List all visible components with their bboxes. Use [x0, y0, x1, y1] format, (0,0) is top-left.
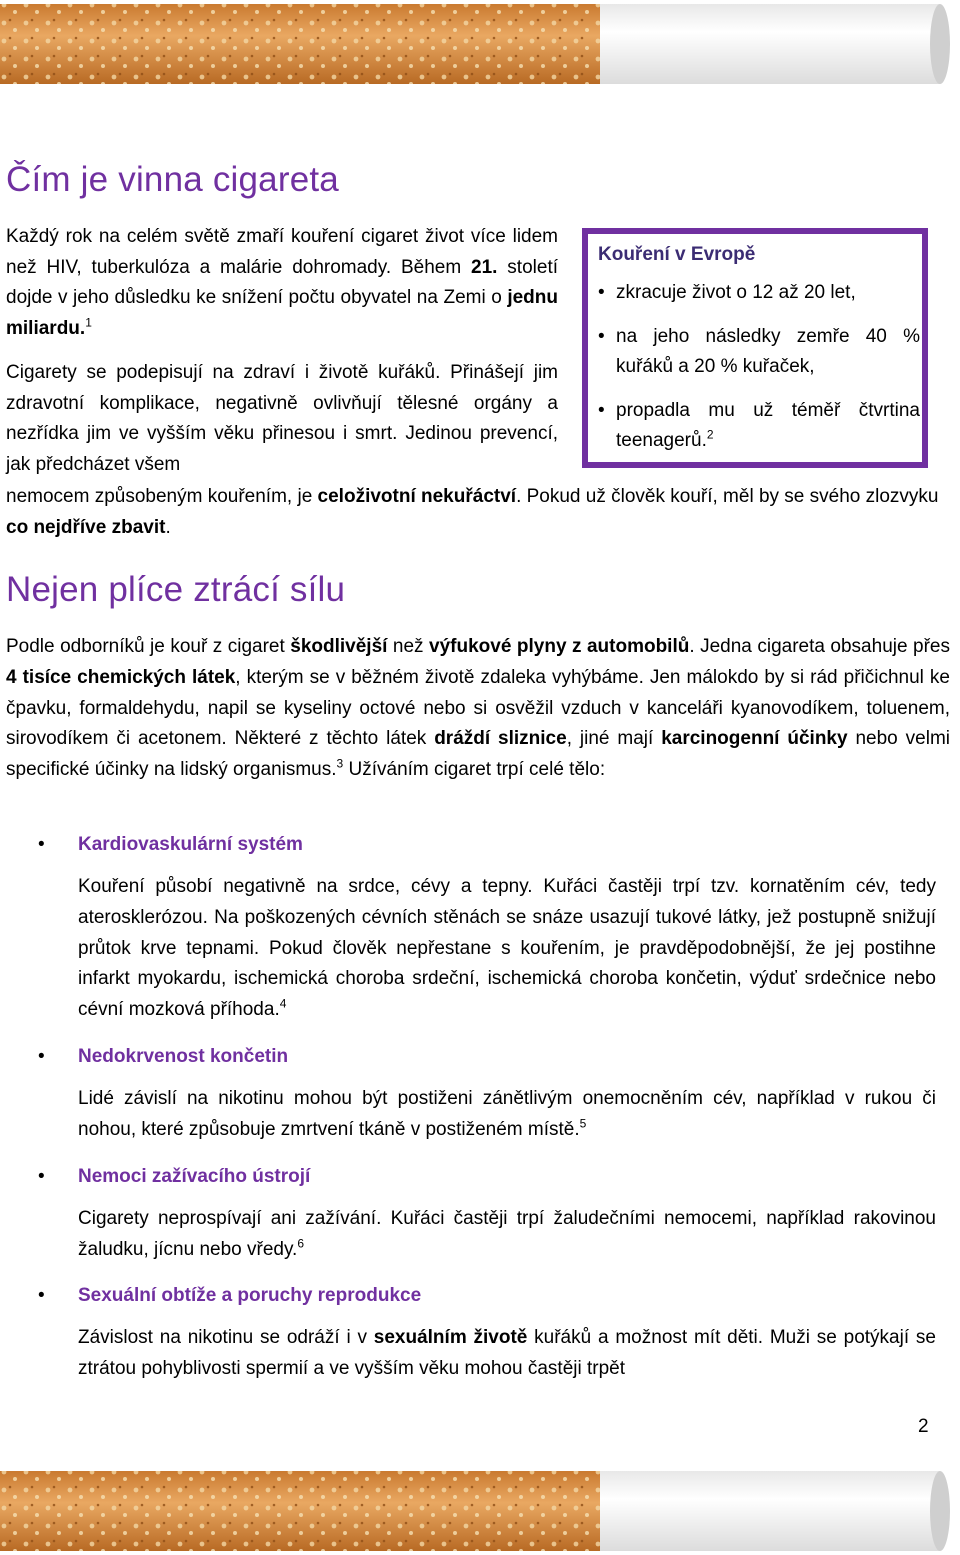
europe-fact-item: • propadla mu už téměř čtvrtina teenagerů.$^2$ [598, 396, 922, 456]
europe-facts-box [582, 228, 928, 468]
list-item-text: Závislost na nikotinu se odráží i v sexuálním životě kuřáků a možnost mít děti. Muži se potýkají se ztrátou pohyblivosti spermií a ve vyšším věku mohou častěji trpět [78, 1327, 936, 1379]
list-item-text: Kouření působí negativně na srdce, cévy a tepny. Kuřáci častěji trpí tzv. kornatěním cév, tedy aterosklerózou. Na poškozených cévních stěnách se snáze usazují tukové látky, jež postupně snižují průtok krve tepnami. Pokud člověk nepřestane s kouřením, je pravděpodobnější, že jej postihne infarkt myokardu, ischemická choroba srdeční, ischemická choroba končetin, výduť srdečnice nebo cévní mozková příhoda.$^4$ [78, 876, 936, 1021]
page-title: Čím je vinna cigareta [6, 160, 339, 199]
bullet-icon: • [38, 834, 45, 855]
bullet-icon: • [38, 1285, 45, 1306]
list-item-text: Lidé závislí na nikotinu mohou být postiženi zánětlivým onemocněním cév, například v rukou či nohou, které způsobuje zmrtvení tkáně v postiženém místě.$^5$ [78, 1088, 936, 1140]
page-number: 2 [918, 1416, 929, 1437]
footnote-ref: 5 [579, 1116, 587, 1131]
intro-text [6, 222, 558, 480]
intro-paragraph-2: Cigarety se podepisují na zdraví i životě kuřáků. Přinášejí jim zdravotní komplikace, negativně ovlivňují tělesné orgány a nezřídka jim ve vyšším věku přinesou i smrt. Jedinou prevencí, jak předcházet všem [6, 362, 558, 475]
list-item-title: Sexuální obtíže a poruchy reprodukce [78, 1285, 422, 1306]
bullet-icon: • [38, 1166, 45, 1187]
intro-paragraph-1: Každý rok na celém světě zmaří kouření cigaret život více lidem než HIV, tuberkulóza a malárie dohromady. Během 21. století dojde v jeho důsledku ke snížení počtu obyvatel na Zemi o jednu miliardu.$^1$ [6, 226, 558, 339]
cigarette-top-graphic [0, 0, 960, 88]
europe-fact-item: • na jeho následky zemře 40 % kuřáků a 20 % kuřaček, [598, 322, 922, 382]
europe-box-title: Kouření v Evropě [598, 244, 756, 265]
lungs-paragraph: Podle odborníků je kouř z cigaret škodlivější než výfukové plyny z automobilů. Jedna cigareta obsahuje přes 4 tisíce chemických látek, kterým se v běžném životě zdaleka vyhýbáme. Jen málokdo by si rád přičichnul ke čpavku, formaldehydu, napil se kyseliny octové nebo si osvěžil vzduch v kanceláři kyanovodíkem, toluenem, sirovodíkem či acetonem. Některé z těchto látek dráždí sliznice, jiné mají karcinogenní účinky nebo velmi specifické účinky na lidský organismus.$^3$ Užíváním cigaret trpí celé tělo: [6, 636, 950, 781]
list-item-title: Kardiovaskulární systém [78, 834, 303, 855]
intro-continuation: nemocem způsobeným kouřením, je celoživotní nekuřáctví. Pokud už člověk kouří, měl by se svého zlozvyku co nejdříve zbavit. [6, 486, 939, 538]
list-item-title: Nedokrvenost končetin [78, 1046, 289, 1067]
section-heading: Nejen plíce ztrácí sílu [6, 570, 346, 609]
footnote-ref: 1 [85, 315, 92, 330]
footnote-ref: 3 [336, 756, 344, 771]
list-item-text: Cigarety neprospívají ani zažívání. Kuřáci častěji trpí žaludečními nemocemi, například rakovinou žaludku, jícnu nebo vředy.$^6$ [78, 1208, 936, 1260]
footnote-ref: 2 [706, 427, 714, 442]
footnote-ref: 6 [297, 1236, 305, 1251]
footnote-ref: 4 [279, 996, 287, 1011]
cigarette-bottom-graphic [0, 1467, 960, 1555]
europe-fact-item: • zkracuje život o 12 až 20 let, [598, 278, 922, 308]
bullet-icon: • [38, 1046, 45, 1067]
list-item-title: Nemoci zažívacího ústrojí [78, 1166, 311, 1187]
